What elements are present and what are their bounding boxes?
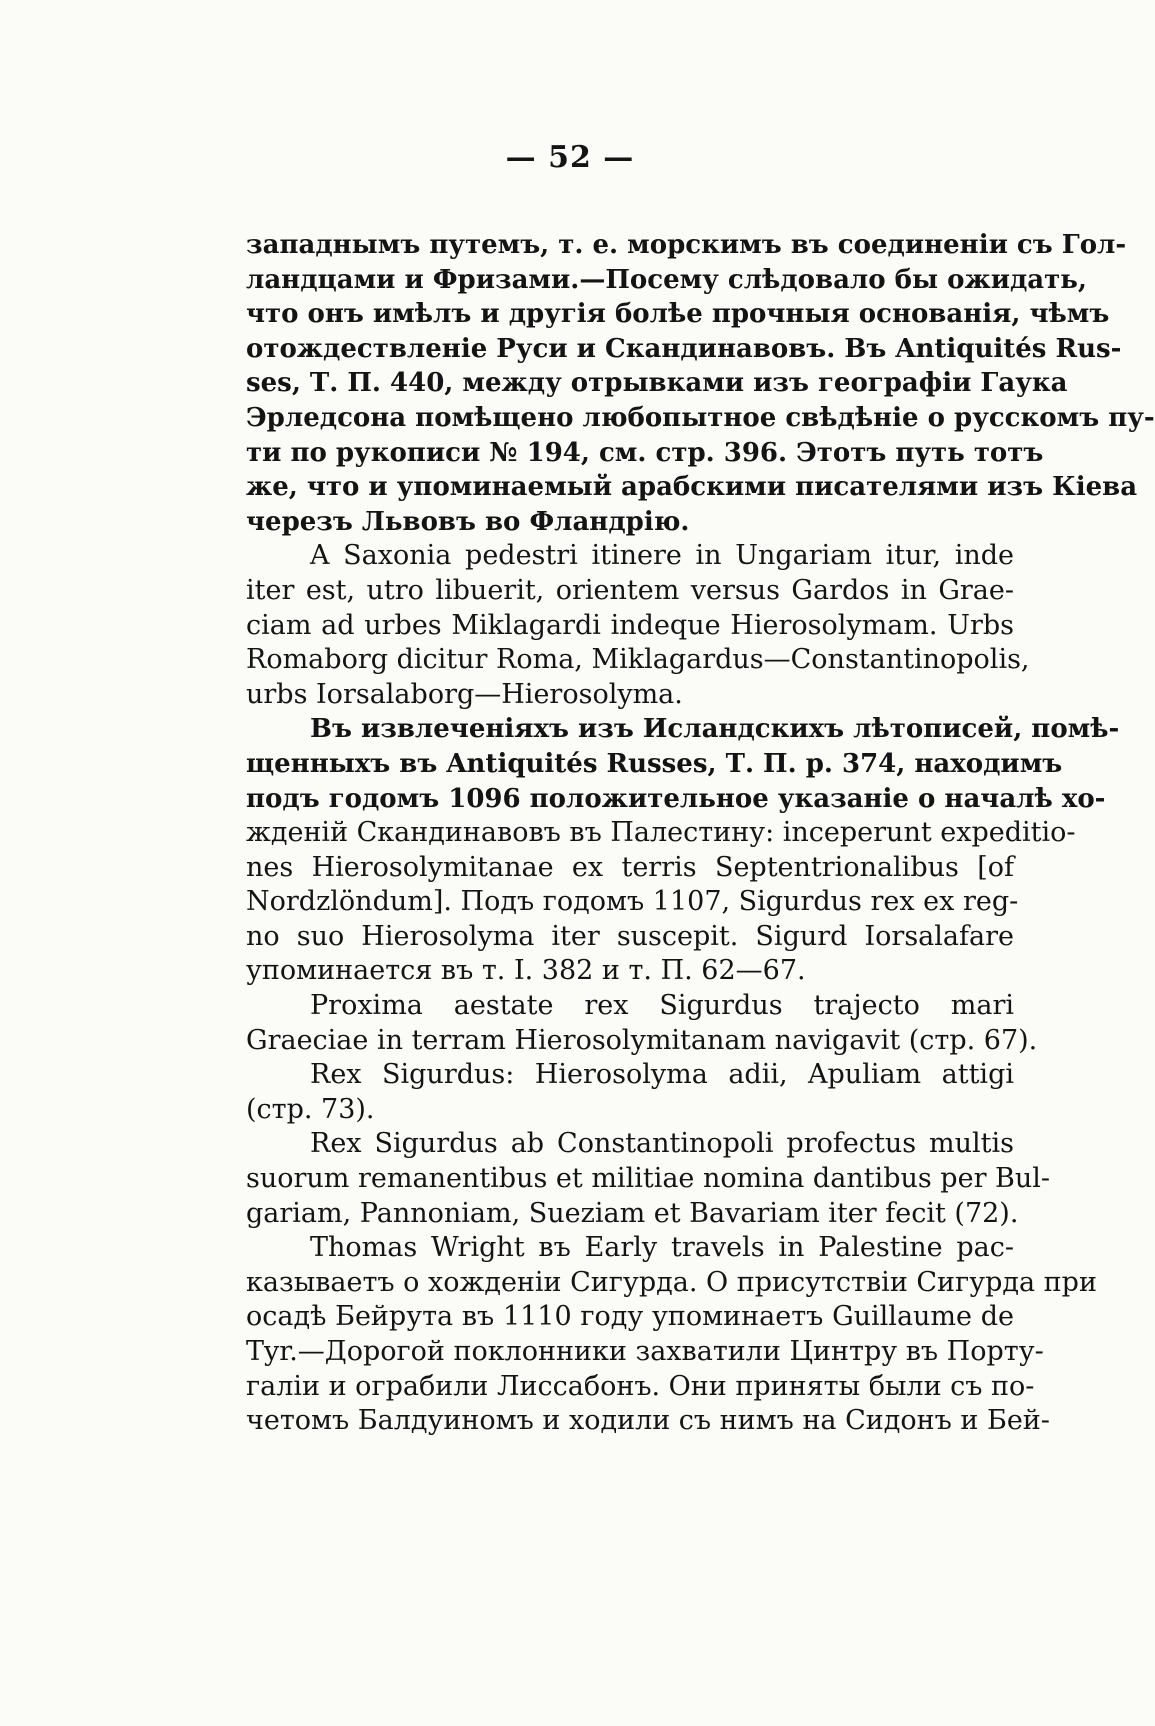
- page-number: — 52 —: [505, 140, 635, 175]
- text-line: ландцами и Фризами.—Посему слѣдовало бы ожидать,: [246, 264, 1087, 295]
- text-line: черезъ Львовъ во Фландрію.: [246, 506, 690, 537]
- paragraph: [246, 1058, 1014, 1127]
- text-line: (стр. 73).: [246, 1093, 375, 1125]
- text-line: Thomas Wright въ Early travels in Palestine рас-: [310, 1232, 1014, 1264]
- text-line: ses, Т. П. 440, между отрывками изъ географіи Гаука: [246, 368, 1068, 399]
- text-line: упоминается въ т. I. 382 и т. П. 62—67.: [246, 955, 806, 987]
- text-line: no suo Hierosolyma iter suscepit. Sigurd Iorsalafare: [246, 920, 1014, 952]
- paragraph: [246, 989, 1038, 1058]
- text-line: iter est, utro libuerit, orientem versus Gardos in Grae-: [246, 574, 1014, 606]
- text-line: suorum remanentibus et militiae nomina dantibus per Bul-: [246, 1163, 1051, 1195]
- text-line: щенныхъ въ Antiquités Russes, Т. П. р. 374, находимъ: [246, 748, 1063, 779]
- paragraph: [246, 1127, 1051, 1231]
- text-line: Эрлeдсона помѣщено любопытное свѣдѣніе о русскомъ пу-: [246, 402, 1155, 433]
- text-line: отождествленіе Руси и Скандинавовъ. Въ Antiquités Rus-: [246, 333, 1122, 364]
- text-line: Rex Sigurdus: Hierosolyma adii, Apuliam attigi: [310, 1059, 1014, 1091]
- text-line: подъ годомъ 1096 положительное указаніе о началѣ хо-: [246, 783, 1106, 814]
- paragraph: [246, 712, 1120, 989]
- text-line: nes Hierosolymitanae ex terris Septentrionalibus [of: [246, 851, 1014, 883]
- text-line: Proxima aestate rex Sigurdus trajecto mari: [310, 990, 1014, 1022]
- text-line: жденій Скандинавовъ въ Палестину: inceperunt expeditio-: [246, 817, 1076, 849]
- text-line: что онъ имѣлъ и другія болѣе прочныя основанія, чѣмъ: [246, 299, 1110, 330]
- text-line: казываетъ о хожденіи Сигурда. О присутствіи Сигурда при: [246, 1266, 1097, 1298]
- text-line: A Saxonia pedestri itinere in Ungariam itur, inde: [310, 540, 1014, 572]
- text-line: западнымъ путемъ, т. е. морскимъ въ соединеніи съ Гол-: [246, 230, 1127, 260]
- text-line: Nordzlöndum]. Подъ годомъ 1107, Sigurdus rex ex reg-: [246, 886, 1019, 918]
- paragraph: [246, 1231, 1097, 1439]
- text-line: Graeciae in terram Hierosolymitanam navigavit (стр. 67).: [246, 1024, 1038, 1056]
- text-line: четомъ Балдуиномъ и ходили съ нимъ на Сидонъ и Бей-: [246, 1405, 1050, 1437]
- text-line: urbs Iorsalaborg—Hierosolyma.: [246, 678, 683, 710]
- text-line: gariam, Pannoniam, Sueziam et Bavariam iter fecit (72).: [246, 1197, 1019, 1229]
- paragraph: [246, 228, 1155, 539]
- text-line: Въ извлеченіяхъ изъ Исландскихъ лѣтописей, помѣ-: [310, 714, 1120, 745]
- text-line: Tyr.—Дорогой поклонники захватили Цинтру въ Порту-: [246, 1336, 1044, 1367]
- text-line: же, что и упоминаемый арабскими писателями изъ Кіева: [246, 472, 1138, 503]
- text-line: галіи и ограбили Лиссабонъ. Они приняты были съ по-: [246, 1370, 1035, 1402]
- paragraph: [246, 539, 1030, 712]
- text-line: ciam ad urbes Miklagardi indeque Hierosolymam. Urbs: [246, 609, 1014, 641]
- text-line: Romaborg dicitur Roma, Miklagardus—Constantinopolis,: [246, 644, 1030, 676]
- body-text: [246, 228, 1155, 1439]
- text-line: осадѣ Бейрута въ 1110 году упоминаетъ Guillaume de: [246, 1301, 1014, 1333]
- text-line: ти по рукописи № 194, см. стр. 396. Этотъ путь тотъ: [246, 437, 1044, 468]
- text-line: Rex Sigurdus ab Constantinopoli profectus multis: [310, 1128, 1014, 1160]
